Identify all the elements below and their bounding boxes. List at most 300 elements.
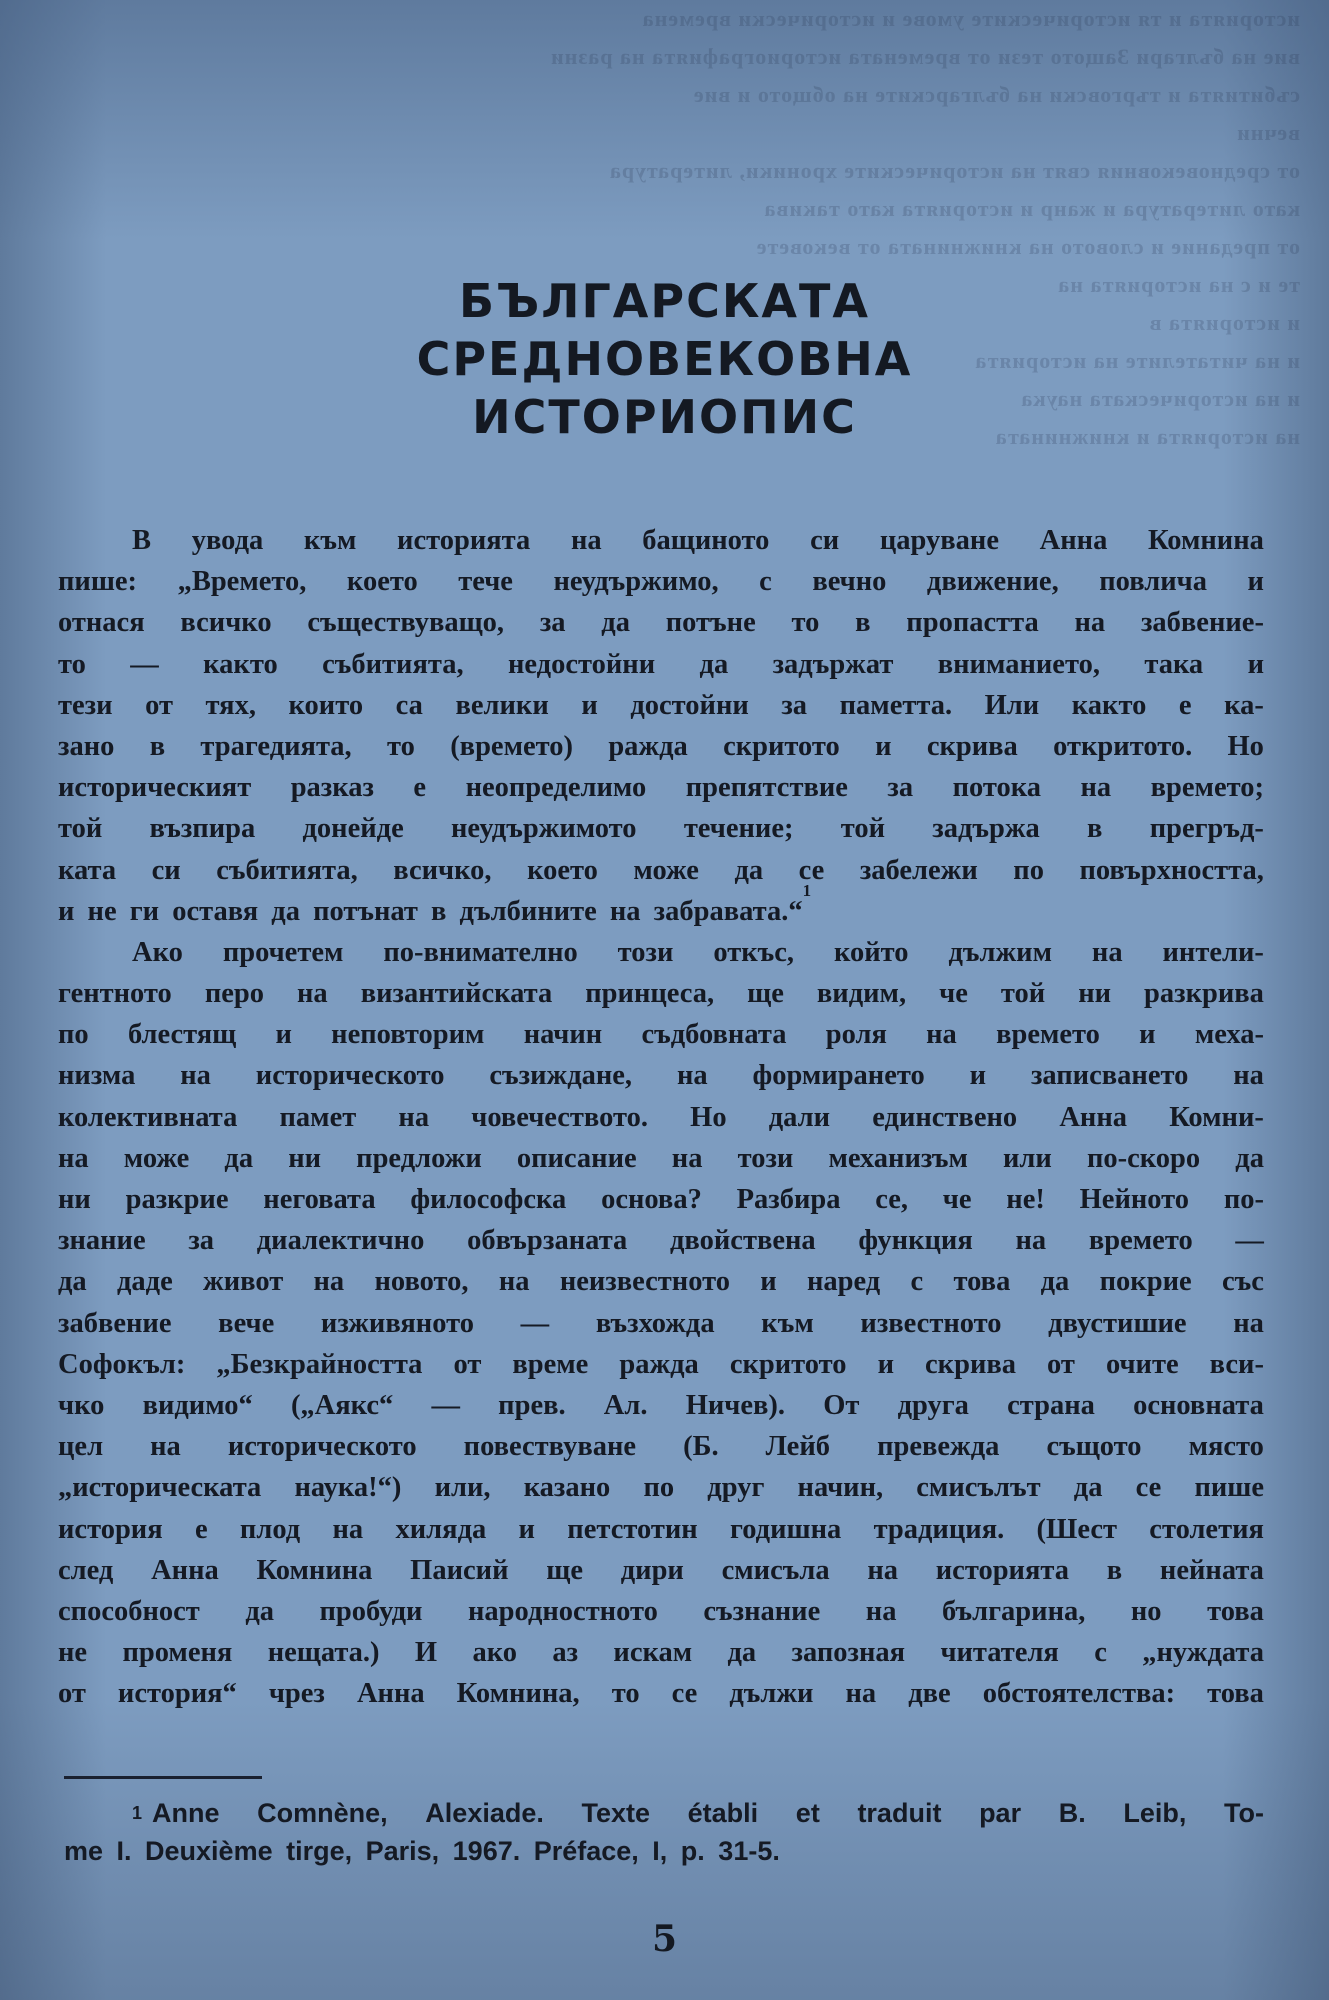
word: както <box>1071 689 1147 721</box>
text-line <box>58 1179 1264 1220</box>
bleed-line: вие на българи Защото тези от времената историографията на разни <box>550 44 1300 69</box>
word: вече <box>218 1307 275 1339</box>
word: да <box>1073 1472 1103 1504</box>
word: (Б. <box>683 1431 719 1463</box>
word: — <box>130 648 159 680</box>
word: с <box>910 1266 924 1298</box>
word: Лейб <box>765 1431 831 1463</box>
word: „историческата <box>58 1472 262 1504</box>
word: наред <box>807 1266 881 1298</box>
word: за <box>781 689 808 721</box>
word: философска <box>410 1184 567 1215</box>
text-line <box>58 1550 1264 1591</box>
word: ражда <box>619 1348 699 1380</box>
word: той <box>840 813 886 845</box>
bleed-line: и на читателите на историята <box>974 348 1300 373</box>
word: ни <box>1078 978 1112 1010</box>
word: да <box>727 1637 757 1669</box>
footnote-text <box>152 1794 1264 1832</box>
word: в <box>1106 1554 1123 1586</box>
word: Ал. <box>603 1389 648 1421</box>
footnote-text: me I. Deuxième tirge, Paris, 1967. Préface, I, p. 31-5. <box>64 1836 780 1866</box>
word: дири <box>620 1554 684 1586</box>
word: Софокъл: <box>58 1348 186 1380</box>
word: par <box>979 1798 1022 1828</box>
word: то <box>387 730 415 762</box>
bleed-line: те и с на историята на <box>1057 272 1300 297</box>
word: по <box>643 1472 675 1504</box>
word: „Времето, <box>177 566 307 598</box>
word: задържат <box>772 648 894 680</box>
word: Но <box>1227 730 1264 762</box>
bleed-line: на историята и книжнината <box>994 424 1300 449</box>
text-line <box>58 1097 1264 1138</box>
word: очите <box>1105 1348 1179 1380</box>
word: страна <box>1007 1389 1095 1421</box>
word: същото <box>1046 1431 1142 1463</box>
footnote-line-1-content <box>132 1794 1264 1832</box>
text-line <box>58 1138 1264 1179</box>
word: пробуди <box>319 1595 423 1627</box>
word: колективната <box>58 1101 238 1133</box>
word: дължи <box>729 1678 814 1710</box>
word: и <box>875 730 892 762</box>
footnote-line-1 <box>64 1794 1264 1832</box>
word: скритото <box>723 730 840 762</box>
word: може <box>123 1142 190 1174</box>
word: известното <box>860 1307 1002 1339</box>
text-line <box>58 602 1264 643</box>
word: Комнина <box>1148 525 1264 556</box>
word: след <box>58 1554 114 1586</box>
text-line <box>58 808 1264 849</box>
word: да <box>601 607 630 639</box>
word: единствено <box>872 1101 1018 1133</box>
word: на <box>297 978 328 1010</box>
word: е <box>194 1513 208 1545</box>
word: разкрие <box>125 1184 229 1215</box>
word: място <box>1188 1431 1264 1463</box>
word: друг <box>707 1472 765 1504</box>
word: това <box>953 1266 1011 1298</box>
word: не! <box>1006 1184 1045 1215</box>
word: той <box>58 813 103 845</box>
word: От <box>823 1389 860 1421</box>
text-line <box>58 767 1264 808</box>
word: този <box>617 936 674 968</box>
word: на <box>1091 936 1123 968</box>
word: дължим <box>948 936 1052 968</box>
word: че <box>942 1184 972 1215</box>
word: петстотин <box>567 1513 698 1545</box>
word: по <box>58 1019 89 1051</box>
word: движение, <box>926 566 1059 598</box>
word: неопределимо <box>465 772 647 804</box>
word: се <box>1135 1472 1162 1504</box>
word: пише: <box>58 566 138 598</box>
body-text <box>58 520 1264 1714</box>
word: на <box>1080 772 1112 804</box>
footnote-marker: 1 <box>132 1803 143 1823</box>
word: разкрива <box>1144 978 1264 1010</box>
bleed-line: и историята в <box>1148 310 1300 335</box>
word: историята <box>397 525 531 556</box>
page-number: 5 <box>651 1918 678 1960</box>
word: вниманието, <box>937 648 1100 680</box>
text-line <box>58 1632 1264 1673</box>
word: и <box>581 689 598 721</box>
word: да <box>1235 1142 1264 1174</box>
word: аз <box>552 1637 579 1669</box>
word: паметта. <box>839 689 953 721</box>
footnote-reference[interactable]: 1 <box>802 880 812 900</box>
word: столетия <box>1149 1513 1264 1545</box>
word: и <box>1139 1019 1156 1051</box>
word: перо <box>204 978 264 1010</box>
word: по <box>1013 854 1044 886</box>
word: което <box>527 854 598 886</box>
word: съдбовната <box>641 1019 787 1051</box>
word: е <box>1178 689 1192 721</box>
word: живот <box>203 1266 284 1298</box>
text-line <box>58 1261 1264 1302</box>
word: ако <box>472 1637 517 1669</box>
word: обстоятелства: <box>982 1678 1176 1710</box>
word: вси- <box>1209 1348 1264 1380</box>
word: не <box>58 1637 88 1669</box>
text-line <box>58 973 1264 1014</box>
word: (времето) <box>450 730 573 762</box>
word: смисъла <box>721 1554 830 1586</box>
word: както <box>203 648 278 680</box>
word: по-внимателно <box>383 936 578 968</box>
word: Leib, <box>1123 1798 1187 1828</box>
word: traduit <box>857 1798 942 1828</box>
word: на <box>1015 1225 1047 1257</box>
word: видимо“ <box>142 1389 253 1421</box>
title-line: ИСТОРИОПИС <box>472 390 857 444</box>
word: да <box>58 1266 87 1298</box>
word: Комнина <box>256 1554 373 1586</box>
word: за <box>188 1225 215 1257</box>
title-line: БЪЛГАРСКАТА <box>458 274 871 328</box>
word: даде <box>116 1266 173 1298</box>
word: Анна <box>1059 1101 1128 1133</box>
word: обвързаната <box>467 1225 628 1257</box>
word: си <box>151 854 181 886</box>
word: на <box>570 525 602 556</box>
word: начин <box>523 1019 603 1051</box>
word: повлича <box>1099 566 1207 598</box>
word: предложи <box>356 1142 482 1174</box>
word: ка- <box>1224 689 1264 721</box>
word: читателя <box>940 1637 1059 1669</box>
word: променя <box>122 1637 233 1669</box>
word: Комнина, <box>456 1678 580 1710</box>
text-line <box>58 850 1264 891</box>
word: съзнание <box>703 1595 821 1627</box>
word: съществуващо, <box>307 607 505 639</box>
word: на <box>498 1266 530 1298</box>
word: с <box>759 566 772 598</box>
word: недостойни <box>507 648 656 680</box>
word: то <box>611 1678 640 1710</box>
word: на <box>180 1060 211 1092</box>
title-line: СРЕДНОВЕКОВНА <box>416 332 913 386</box>
word: бащиното <box>642 525 770 556</box>
word: човечеството. <box>471 1101 648 1133</box>
word: тях, <box>205 689 256 721</box>
bleed-line: вечни <box>1236 120 1300 145</box>
word: Анна <box>356 1678 425 1710</box>
word: всичко <box>180 607 272 639</box>
word: две <box>908 1678 951 1710</box>
word: историческото <box>255 1060 445 1092</box>
word: двустишие <box>1048 1307 1187 1339</box>
word: прочетем <box>222 936 344 968</box>
word: история <box>58 1513 163 1545</box>
word: изживяното <box>320 1307 474 1339</box>
footnote <box>64 1794 1264 1870</box>
word: в <box>855 607 871 639</box>
word: забележи <box>859 854 978 886</box>
word: начин, <box>797 1472 884 1504</box>
word: Но <box>690 1101 727 1133</box>
word: ни <box>58 1184 91 1215</box>
word: ще <box>546 1554 583 1586</box>
word: в <box>149 730 166 762</box>
word: Ако <box>132 936 183 968</box>
word: задържа <box>932 813 1040 845</box>
footnote-divider <box>64 1776 262 1779</box>
text-line <box>58 1385 1264 1426</box>
word: To- <box>1223 1798 1264 1828</box>
word: на <box>1074 607 1106 639</box>
word: забвение <box>58 1307 172 1339</box>
word: историческият <box>58 772 252 804</box>
word: Comnène, <box>257 1798 388 1828</box>
word: на <box>150 1431 181 1463</box>
word: новото, <box>374 1266 469 1298</box>
word: по- <box>1223 1184 1264 1215</box>
word: на <box>398 1101 430 1133</box>
word: неговата <box>263 1184 376 1215</box>
word: „нуждата <box>1142 1637 1264 1669</box>
word: B. <box>1058 1798 1086 1828</box>
word: увода <box>191 525 264 556</box>
word: история“ <box>117 1678 237 1710</box>
word: то <box>58 648 86 680</box>
word: Комни- <box>1169 1101 1264 1133</box>
bleed-line: събитията и търговски на българските на общото и вие <box>692 82 1300 107</box>
word: друга <box>897 1389 969 1421</box>
bleed-line: историята и тя историческите умове и исторически времена <box>641 6 1300 31</box>
bleed-line: от средновековния свят на историческите хроники, литература <box>608 158 1300 183</box>
word: събитията, <box>216 854 358 886</box>
bleed-line: и на историческата наука <box>1020 386 1300 411</box>
word: цел <box>58 1431 104 1463</box>
word: възпира <box>149 813 256 845</box>
word: велики <box>455 689 549 721</box>
word: това <box>1207 1595 1264 1627</box>
word: че <box>939 978 968 1010</box>
word: да <box>1040 1266 1070 1298</box>
word: („Аякс“ <box>290 1389 394 1421</box>
word: на <box>867 1554 899 1586</box>
word: (Шест <box>1036 1513 1117 1545</box>
word: повествуване <box>463 1431 637 1463</box>
word: към <box>303 525 357 556</box>
word: и <box>969 1060 987 1092</box>
word: който <box>833 936 909 968</box>
word: да <box>224 1142 254 1174</box>
bleed-line: от предание и словото на книжнината от вековете <box>755 234 1300 259</box>
word: със <box>1221 1266 1264 1298</box>
word: да <box>245 1595 274 1627</box>
text-line <box>58 520 1264 561</box>
chapter-title <box>0 272 1329 446</box>
word: традиция. <box>873 1513 1005 1545</box>
word: записването <box>1030 1060 1189 1092</box>
word: се <box>671 1678 698 1710</box>
word: събитията, <box>322 648 464 680</box>
word: на <box>676 1060 708 1092</box>
word: описание <box>516 1142 637 1174</box>
text-line <box>58 685 1264 726</box>
word: ката <box>58 854 117 886</box>
word: това <box>1207 1678 1264 1710</box>
word: времето <box>996 1019 1100 1051</box>
word: трагедията, <box>200 730 352 762</box>
word: Alexiade. <box>425 1798 544 1828</box>
word: В <box>132 525 152 556</box>
word: покрие <box>1099 1266 1192 1298</box>
word: нейната <box>1159 1554 1264 1586</box>
word: ще <box>747 978 784 1010</box>
word: Anne <box>152 1798 220 1828</box>
text-line-with-footnote-ref <box>58 880 1264 932</box>
word: Анна <box>1039 525 1108 556</box>
word: неудържимо, <box>553 566 719 598</box>
word: гентното <box>58 978 172 1010</box>
word: на <box>671 1142 703 1174</box>
word: на <box>926 1019 957 1051</box>
word: зано <box>58 730 115 762</box>
word: които <box>288 689 364 721</box>
word: И <box>414 1637 438 1669</box>
word: хиляда <box>395 1513 487 1545</box>
word: но <box>1130 1595 1162 1627</box>
word: на <box>1233 1307 1264 1339</box>
word: видим, <box>816 978 907 1010</box>
word: чко <box>58 1389 105 1421</box>
word: за <box>539 607 566 639</box>
word: интели- <box>1162 936 1264 968</box>
text-line <box>58 1303 1264 1344</box>
word: памет <box>279 1101 357 1133</box>
word: скрива <box>925 1348 1017 1380</box>
word: тече <box>458 566 513 598</box>
word: се <box>798 854 825 886</box>
word: способност <box>58 1595 200 1627</box>
word: Texte <box>581 1798 651 1828</box>
word: механизъм <box>828 1142 968 1174</box>
word: от <box>1047 1348 1075 1380</box>
text-line <box>58 1055 1264 1096</box>
word: Анна <box>151 1554 219 1586</box>
word: плод <box>239 1513 301 1545</box>
word: или <box>1003 1142 1052 1174</box>
word: с <box>1094 1637 1107 1669</box>
word: неудържимото <box>450 813 637 845</box>
word: от <box>145 689 173 721</box>
word: да <box>699 648 729 680</box>
word: в <box>1087 813 1103 845</box>
text-line <box>58 1014 1264 1055</box>
word: чрез <box>268 1678 325 1710</box>
word: да <box>734 854 764 886</box>
word: откъс, <box>713 936 795 968</box>
word: което <box>346 566 418 598</box>
word: то <box>791 607 820 639</box>
text-line <box>58 1467 1264 1508</box>
word: формирането <box>752 1060 925 1092</box>
word: време <box>512 1348 589 1380</box>
word: течение; <box>683 813 794 845</box>
word: ражда <box>608 730 688 762</box>
word: византийската <box>360 978 553 1010</box>
word: низма <box>58 1060 136 1092</box>
word: вечно <box>812 566 887 598</box>
word: отнася <box>58 607 145 639</box>
word: запозная <box>791 1637 906 1669</box>
word: така <box>1144 648 1204 680</box>
word: разказ <box>290 772 374 804</box>
word: основната <box>1133 1389 1264 1421</box>
word: тези <box>58 689 113 721</box>
word: „Безкрайността <box>216 1348 423 1380</box>
word: и <box>1247 648 1264 680</box>
word: времето; <box>1150 772 1264 804</box>
word: повърхността, <box>1079 854 1264 886</box>
word: може <box>633 854 699 886</box>
word: казано <box>523 1472 611 1504</box>
word: потъне <box>665 607 756 639</box>
word: и <box>275 1019 292 1051</box>
word: за <box>887 772 914 804</box>
word: и <box>518 1513 535 1545</box>
word: скрива <box>926 730 1018 762</box>
word: скритото <box>729 1348 847 1380</box>
text-line: и не ги оставя да потънат в дълбините на забравата.“ <box>58 895 803 927</box>
word: функция <box>858 1225 973 1257</box>
word: основа? <box>601 1184 702 1215</box>
word: е <box>413 772 427 804</box>
word: или, <box>434 1472 491 1504</box>
word: прев. <box>498 1389 566 1421</box>
word: знание <box>58 1225 146 1257</box>
word: и <box>877 1348 894 1380</box>
text-line <box>58 726 1264 767</box>
word: — <box>1235 1225 1264 1257</box>
word: от <box>58 1678 86 1710</box>
word: пише <box>1194 1472 1264 1504</box>
text-line <box>58 932 1264 973</box>
word: се, <box>875 1184 909 1215</box>
word: Или <box>984 689 1040 721</box>
word: диалектично <box>256 1225 425 1257</box>
word: на <box>845 1678 877 1710</box>
